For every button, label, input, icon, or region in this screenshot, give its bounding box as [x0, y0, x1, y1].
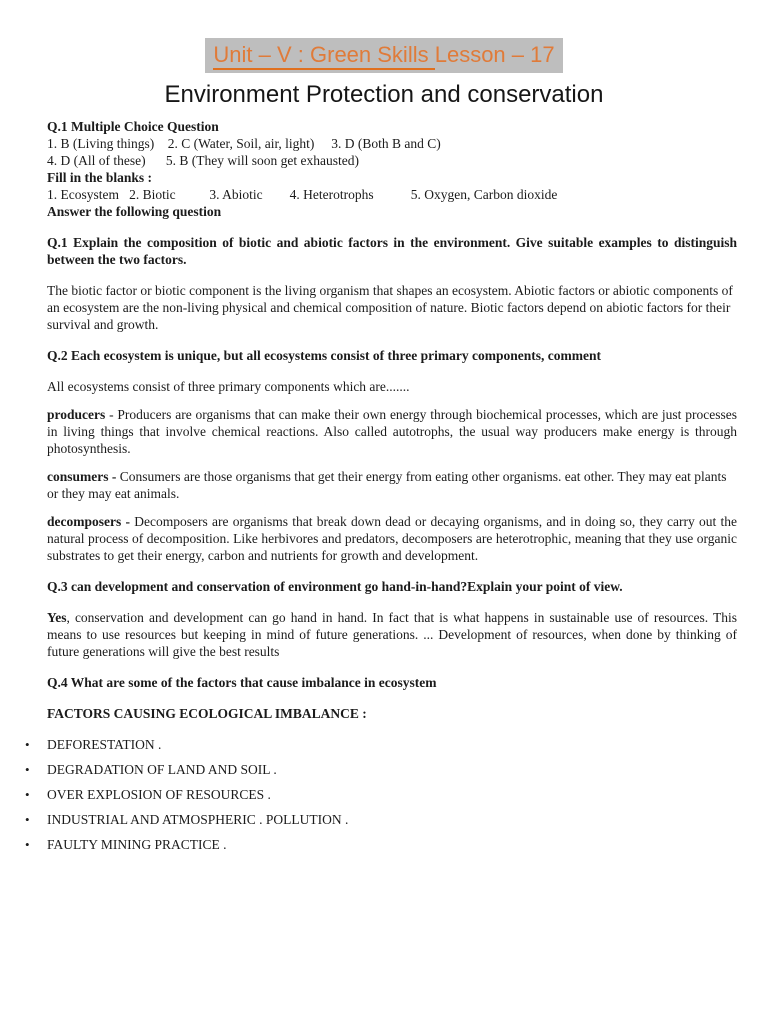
bullet-icon: • — [25, 762, 30, 777]
document-subtitle: Environment Protection and conservation — [164, 81, 604, 108]
factors-list — [25, 736, 737, 853]
factor-label: DEFORESTATION . — [47, 737, 162, 752]
bullet-icon: • — [25, 737, 30, 752]
producers-text: - Producers are organisms that can make their own energy through biochemical processes, which are just processes in living things that involve chemical reactions. Also called autotrophs, the usual way producers make energy is through photosynthesis. — [47, 407, 737, 456]
document-body — [0, 109, 768, 853]
q2-heading: Q.2 Each ecosystem is unique, but all ecosystems consist of three primary components, comment — [47, 348, 601, 363]
document-title-row — [0, 0, 768, 73]
list-item — [25, 736, 737, 753]
q3-heading: Q.3 can development and conservation of environment go hand-in-hand?Explain your point of view. — [47, 579, 623, 594]
q2-intro: All ecosystems consist of three primary components which are....... — [47, 379, 410, 394]
producers-lead: producers — [47, 407, 106, 422]
list-item — [25, 836, 737, 853]
decomposers-text: Decomposers are organisms that break down dead or decaying organisms, and in doing so, they carry out the natural process of decomposition. Like herbivores and predators, decomposers are heterotrophic, meaning that they use organic substrates to get their energy, carbon and nutrients for growth and development. — [47, 514, 737, 563]
factor-label: FAULTY MINING PRACTICE . — [47, 837, 227, 852]
bullet-icon: • — [25, 837, 30, 852]
title-rest-part: Lesson – 17 — [434, 42, 555, 67]
fill-blanks-heading: Fill in the blanks : — [47, 170, 153, 185]
list-item — [25, 811, 737, 828]
decomposers-lead: decomposers - — [47, 514, 130, 529]
bullet-icon: • — [25, 812, 30, 827]
mcq-heading: Q.1 Multiple Choice Question — [47, 119, 219, 134]
factor-label: INDUSTRIAL AND ATMOSPHERIC . POLLUTION . — [47, 812, 349, 827]
producers-paragraph — [47, 406, 737, 457]
q1-heading: Q.1 Explain the composition of biotic and abiotic factors in the environment. Give suitable examples to distinguish between the two factors. — [47, 235, 737, 267]
q1-answer: The biotic factor or biotic component is the living organism that shapes an ecosystem. Abiotic factors or abiotic components of an ecosystem are the non-living physical and chemical composition of nature. Biotic factors depend on abiotic factors for their survival and growth. — [47, 283, 733, 332]
consumers-text: Consumers are those organisms that get their energy from eating other organisms. eat other. They may eat plants or they may eat animals. — [47, 469, 727, 501]
bullet-icon: • — [25, 787, 30, 802]
q3-answer-lead: Yes — [47, 610, 67, 625]
factor-label: DEGRADATION OF LAND AND SOIL . — [47, 762, 277, 777]
mcq-answers-line-1: 1. B (Living things) 2. C (Water, Soil, air, light) 3. D (Both B and C) — [47, 136, 441, 151]
fill-blanks-answers-line: 1. Ecosystem 2. Biotic 3. Abiotic 4. Heterotrophs 5. Oxygen, Carbon dioxide — [47, 187, 558, 202]
decomposers-paragraph — [47, 513, 737, 564]
consumers-lead: consumers - — [47, 469, 117, 484]
factors-heading: FACTORS CAUSING ECOLOGICAL IMBALANCE : — [47, 706, 367, 721]
list-item — [25, 761, 737, 778]
factor-label: OVER EXPLOSION OF RESOURCES . — [47, 787, 271, 802]
consumers-paragraph — [47, 468, 737, 502]
q3-answer-text: , conservation and development can go hand in hand. In fact that is what happens in sustainable use of resources. This means to use resources but keeping in mind of future generations. ... Development of resources, when done by thinking of future generations will give the best results — [47, 610, 737, 659]
document-title — [205, 38, 562, 73]
q3-answer — [47, 609, 737, 660]
answer-section-heading: Answer the following question — [47, 204, 222, 219]
title-underlined-part: Unit – V : Green Skills — [213, 42, 434, 70]
mcq-answers-line-2: 4. D (All of these) 5. B (They will soon get exhausted) — [47, 153, 359, 168]
q4-heading: Q.4 What are some of the factors that cause imbalance in ecosystem — [47, 675, 437, 690]
list-item — [25, 786, 737, 803]
